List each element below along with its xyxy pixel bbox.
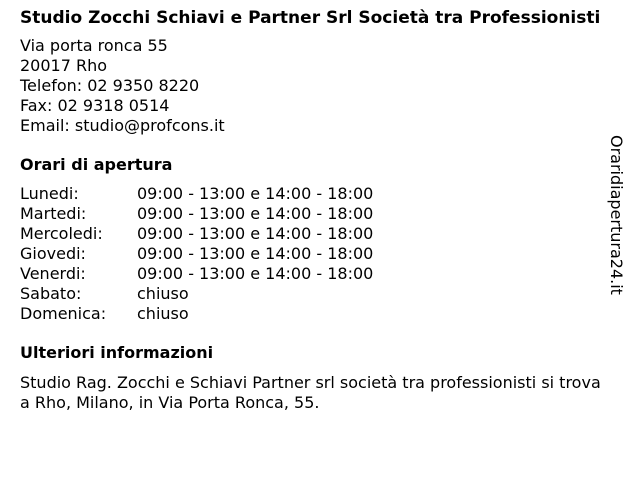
hours-row-friday <box>20 264 605 284</box>
more-info-text: Studio Rag. Zocchi e Schiavi Partner srl società tra professionisti si trova a Rho, Milano, in Via Porta Ronca, 55. <box>20 373 601 412</box>
address-city: 20017 Rho <box>20 56 108 75</box>
contact-block <box>20 36 605 136</box>
hours-day: Sabato: <box>20 284 82 303</box>
hours-row-saturday <box>20 284 605 304</box>
brand-watermark: Oraridiapertura24.it <box>607 135 626 295</box>
address-street: Via porta ronca 55 <box>20 36 168 55</box>
more-info-heading: Ulteriori informazioni <box>20 343 214 362</box>
hours-day: Martedi: <box>20 204 87 223</box>
hours-value: 09:00 - 13:00 e 14:00 - 18:00 <box>137 204 374 223</box>
hours-value: 09:00 - 13:00 e 14:00 - 18:00 <box>137 264 374 283</box>
hours-day: Giovedi: <box>20 244 86 263</box>
hours-value: 09:00 - 13:00 e 14:00 - 18:00 <box>137 184 374 203</box>
hours-day: Mercoledi: <box>20 224 103 243</box>
hours-value: 09:00 - 13:00 e 14:00 - 18:00 <box>137 244 374 263</box>
hours-value: 09:00 - 13:00 e 14:00 - 18:00 <box>137 224 374 243</box>
hours-row-monday <box>20 184 605 204</box>
hours-row-thursday <box>20 244 605 264</box>
hours-day: Venerdi: <box>20 264 86 283</box>
hours-value: chiuso <box>137 304 189 323</box>
hours-row-wednesday <box>20 224 605 244</box>
business-name: Studio Zocchi Schiavi e Partner Srl Società tra Professionisti <box>20 8 601 28</box>
fax-number: Fax: 02 9318 0514 <box>20 96 170 115</box>
email-address: Email: studio@profcons.it <box>20 116 225 135</box>
opening-hours-heading: Orari di apertura <box>20 155 173 174</box>
hours-value: chiuso <box>137 284 189 303</box>
hours-day: Domenica: <box>20 304 107 323</box>
phone-number: Telefon: 02 9350 8220 <box>20 76 200 95</box>
hours-day: Lunedi: <box>20 184 79 203</box>
hours-row-tuesday <box>20 204 605 224</box>
hours-row-sunday <box>20 304 605 324</box>
business-card <box>20 8 605 413</box>
opening-hours-table <box>20 184 605 324</box>
